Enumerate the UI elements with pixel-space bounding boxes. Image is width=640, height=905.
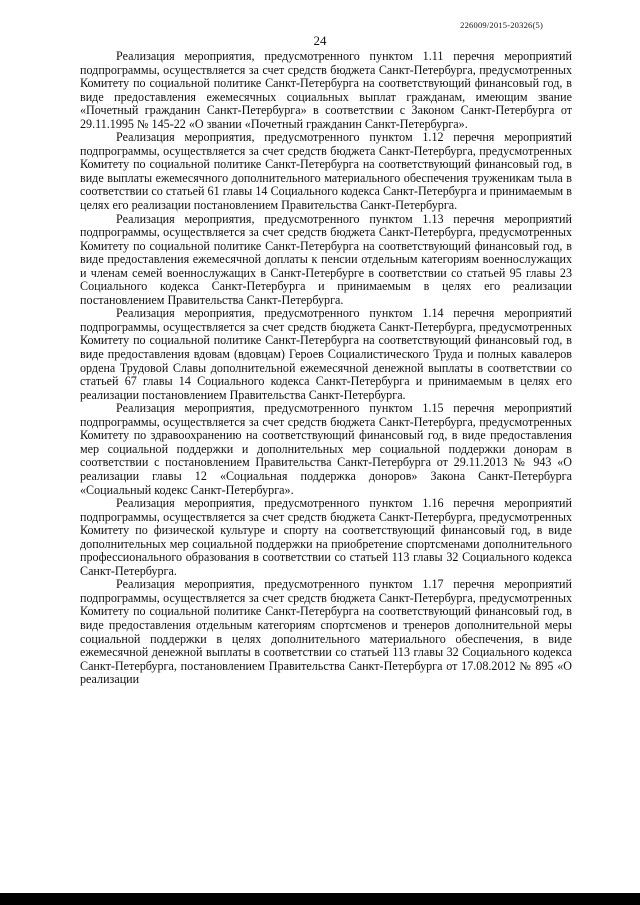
paragraph-1-14: Реализация мероприятия, предусмотренного пунктом 1.14 перечня мероприятий подпрограммы, осуществляется за счет средств бюджета Санкт-Петербурга, предусмотренных Комитету по социальной политике Санкт-Петербурга на соответствующий финансовый год, в виде предоставления вдовам (вдовцам) Героев Социалистического Труда и полных кавалеров ордена Трудовой Славы дополнительной ежемесячной денежной выплаты в соответствии со статьей 67 главы 14 Социального кодекса Санкт-Петербурга и принимаемым в целях его реализации постановлением Правительства Санкт-Петербурга.: [80, 306, 572, 402]
paragraph-1-15: Реализация мероприятия, предусмотренного пунктом 1.15 перечня мероприятий подпрограммы, осуществляется за счет средств бюджета Санкт-Петербурга, предусмотренных Комитету по здравоохранению на соответствующий финансовый год, в виде предоставления мер социальной поддержки и дополнительных мер социальной поддержки донорам в соответствии с постановлением Правительства Санкт-Петербурга от 29.11.2013 № 943 «О реализации главы 12 «Социальная поддержка доноров» Закона Санкт-Петербурга «Социальный кодекс Санкт-Петербурга».: [80, 401, 572, 497]
scan-bottom-edge: [0, 893, 640, 905]
page-number: 24: [313, 33, 327, 48]
paragraph-1-13: Реализация мероприятия, предусмотренного пунктом 1.13 перечня мероприятий подпрограммы, осуществляется за счет средств бюджета Санкт-Петербурга, предусмотренных Комитету по социальной политике Санкт-Петербурга на соответствующий финансовый год, в виде предоставления ежемесячной доплаты к пенсии отдельным категориям военнослужащих и членам семей военнослужащих в Санкт-Петербурге в соответствии со статьей 95 главы 23 Социального кодекса Санкт-Петербурга и принимаемым в целях его реализации постановлением Правительства Санкт-Петербурга.: [80, 211, 572, 307]
document-body: [80, 50, 572, 687]
paragraph-1-11: Реализация мероприятия, предусмотренного пунктом 1.11 перечня мероприятий подпрограммы, осуществляется за счет средств бюджета Санкт-Петербурга, предусмотренных Комитету по социальной политике Санкт-Петербурга на соответствующий финансовый год, в виде предоставления ежемесячных социальных выплат гражданам, имеющим звание «Почетный гражданин Санкт-Петербурга» в соответствии с Законом Санкт-Петербурга от 29.11.1995 № 145-22 «О звании «Почетный гражданин Санкт-Петербурга».: [80, 49, 572, 131]
paragraph-1-16: Реализация мероприятия, предусмотренного пунктом 1.16 перечня мероприятий подпрограммы, осуществляется за счет средств бюджета Санкт-Петербурга, предусмотренных Комитету по физической культуре и спорту на соответствующий финансовый год, в виде дополнительных мер социальной поддержки на приобретение спортсменами дополнительного профессионального образования в соответствии со статьей 113 главы 32 Социального кодекса Санкт-Петербурга.: [80, 496, 572, 578]
paragraph-1-17: Реализация мероприятия, предусмотренного пунктом 1.17 перечня мероприятий подпрограммы, осуществляется за счет средств бюджета Санкт-Петербурга, предусмотренных Комитету по социальной политике Санкт-Петербурга на соответствующий финансовый год, в виде предоставления отдельным категориям спортсменов и тренеров дополнительной меры социальной поддержки в целях дополнительного материального обеспечения, в виде ежемесячной денежной выплаты в соответствии со статьей 113 главы 32 Социального кодекса Санкт-Петербурга, постановлением Правительства Санкт-Петербурга от 17.08.2012 № 895 «О реализации: [80, 577, 572, 687]
paragraph-1-12: Реализация мероприятия, предусмотренного пунктом 1.12 перечня мероприятий подпрограммы, осуществляется за счет средств бюджета Санкт-Петербурга, предусмотренных Комитету по социальной политике Санкт-Петербурга на соответствующий финансовый год, в виде выплаты ежемесячного дополнительного материального обеспечения труженикам тыла в соответствии со статьей 61 главы 14 Социального кодекса Санкт-Петербурга и принимаемым в целях его реализации постановлением Правительства Санкт-Петербурга.: [80, 130, 572, 213]
document-code: 226009/2015-20326(5): [460, 20, 543, 30]
